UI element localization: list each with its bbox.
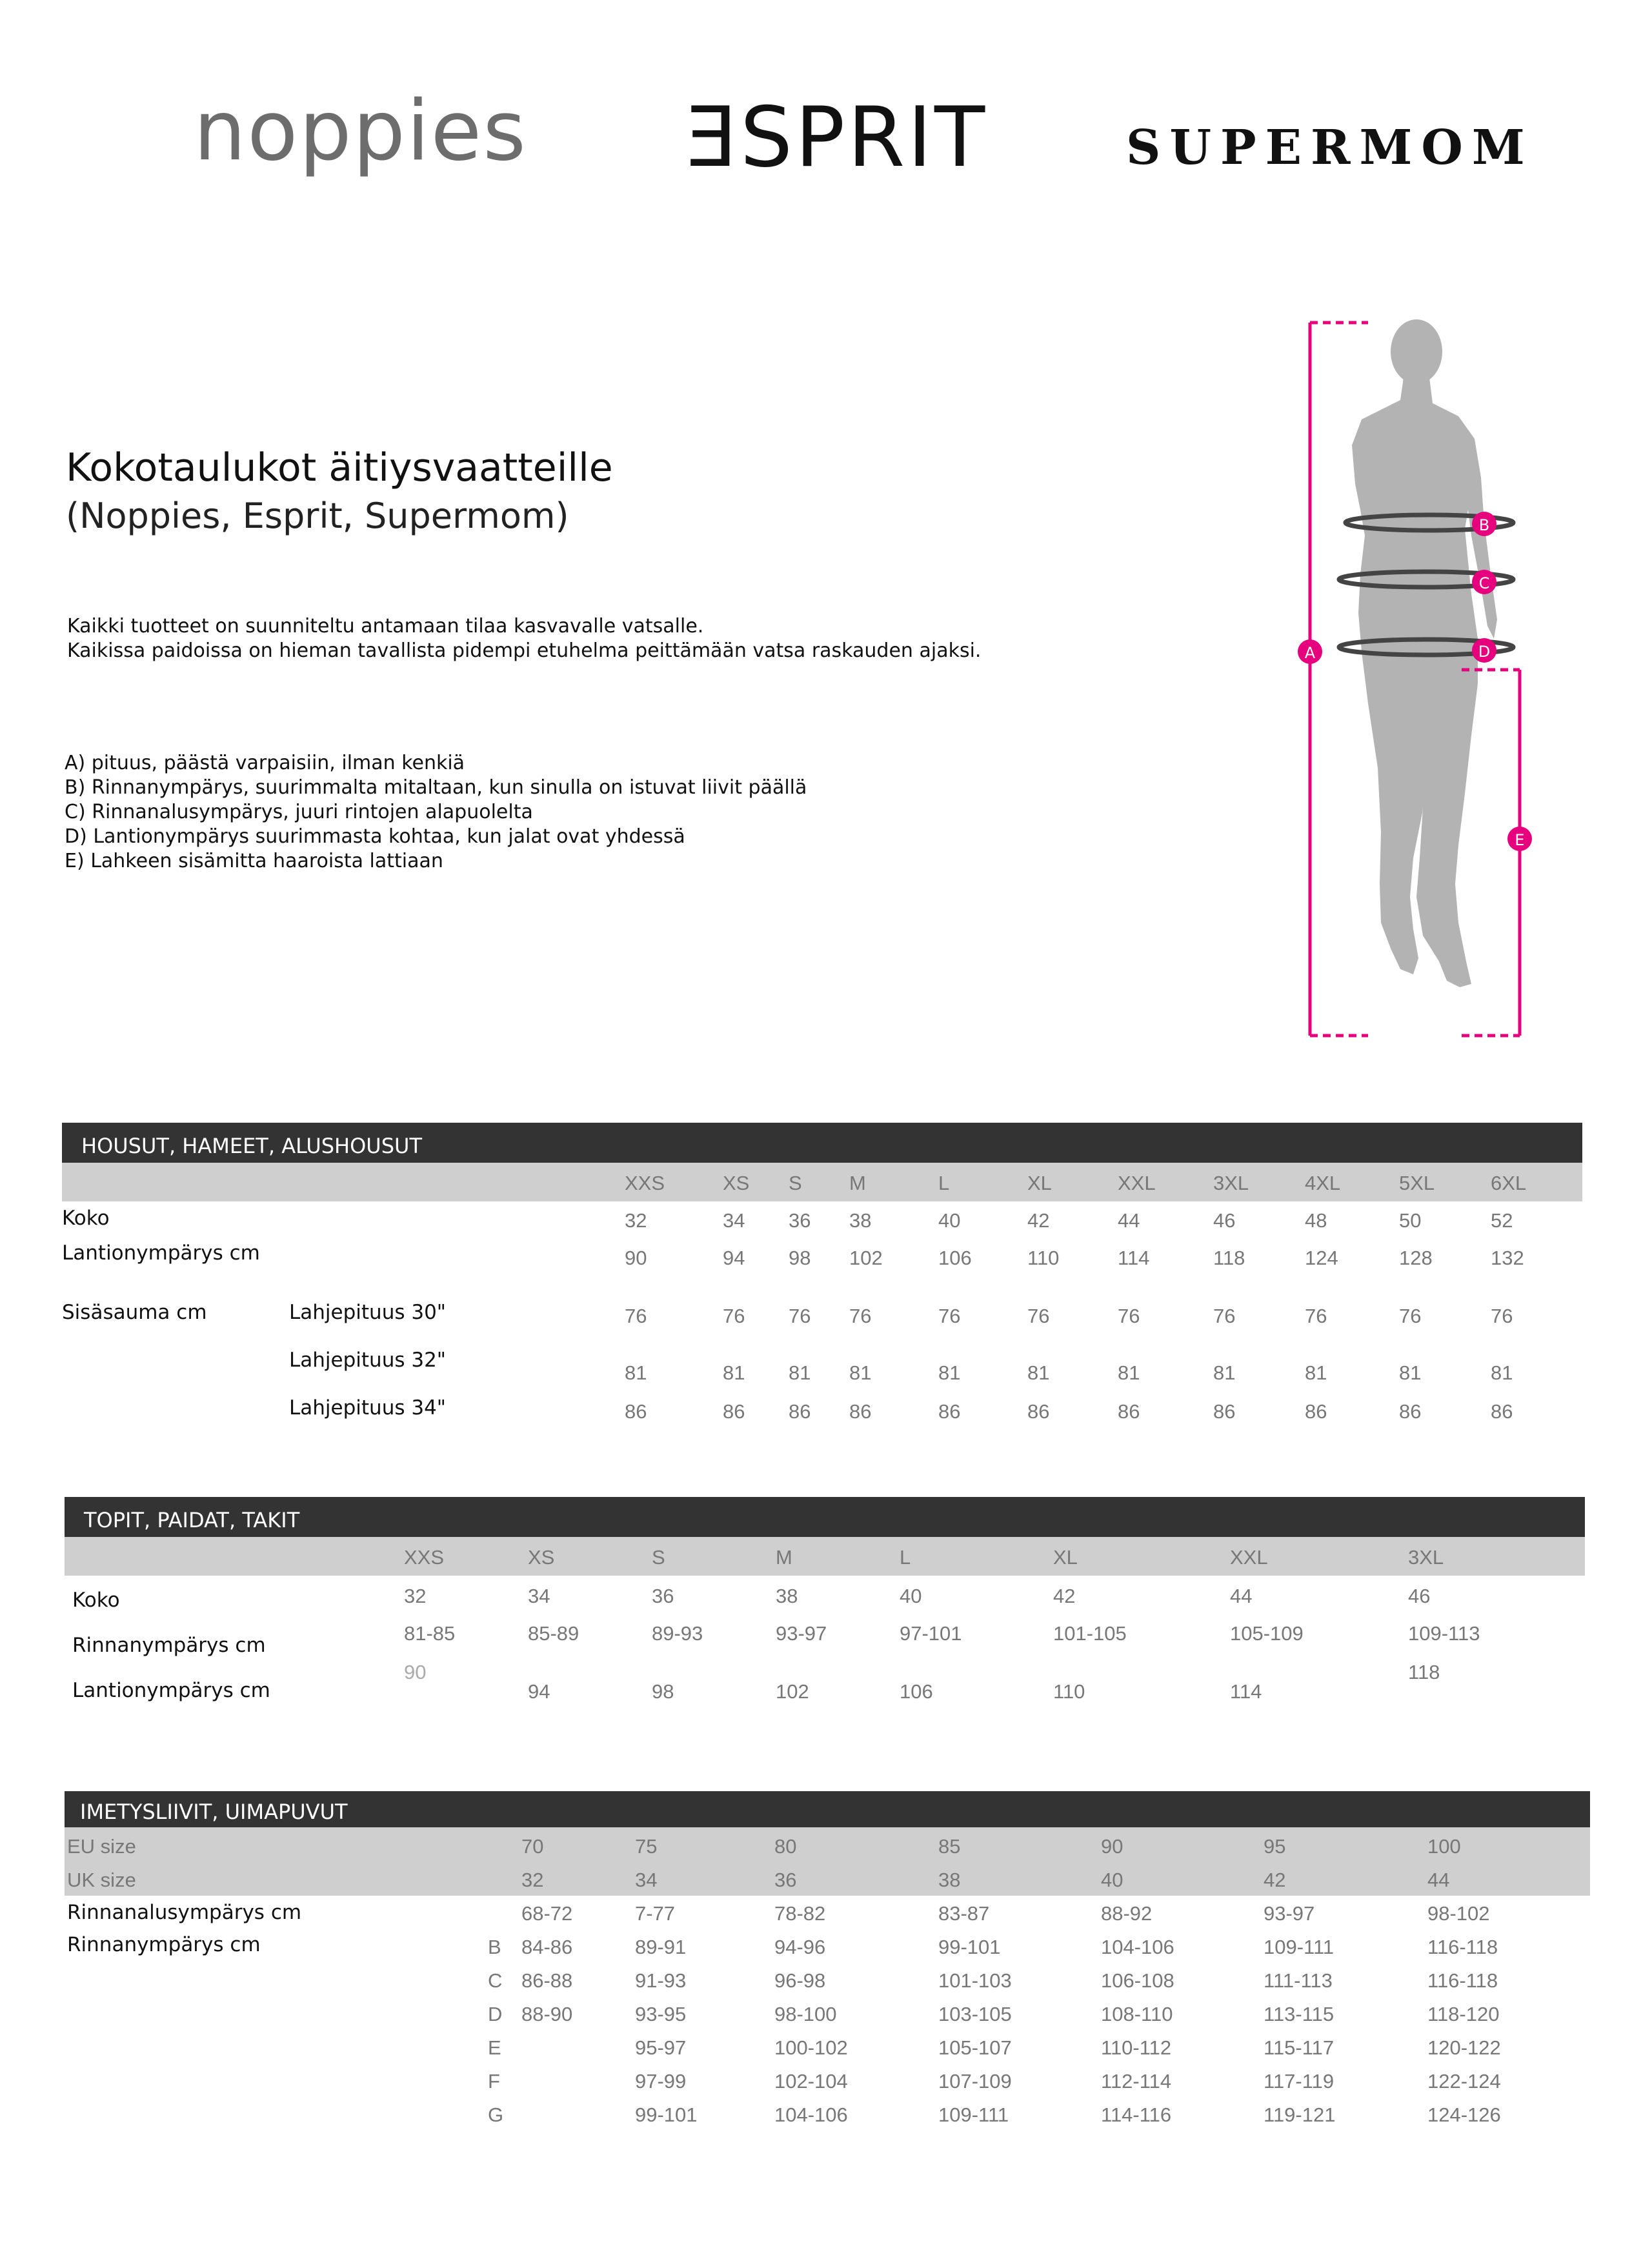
hip-value: 124 bbox=[1305, 1247, 1338, 1269]
cup-bust-value: 109-111 bbox=[1264, 1936, 1335, 1958]
intro-line: Kaikissa paidoissa on hieman tavallista pidempi etuhelma peittämään vatsa raskauden ajaksi. bbox=[67, 639, 982, 662]
cup-letter: D bbox=[488, 2003, 503, 2025]
underbust-value: 98-102 bbox=[1427, 1902, 1490, 1925]
koko-value: 40 bbox=[938, 1209, 961, 1232]
inseam-value: 76 bbox=[1213, 1305, 1236, 1327]
table-1-header bbox=[62, 1123, 1582, 1163]
koko-value: 34 bbox=[528, 1585, 550, 1607]
eu-size-value: 95 bbox=[1264, 1835, 1286, 1858]
cup-bust-value: 99-101 bbox=[938, 1936, 1001, 1958]
uk-size-value: 36 bbox=[774, 1869, 797, 1891]
uk-size-value: 44 bbox=[1427, 1869, 1450, 1891]
hip-value: 118 bbox=[1408, 1661, 1440, 1683]
cup-letter: B bbox=[488, 1936, 501, 1958]
bust-value: 85-89 bbox=[528, 1622, 579, 1645]
row-label-koko: Koko bbox=[72, 1589, 120, 1612]
table-2-header bbox=[65, 1497, 1585, 1537]
cup-bust-value: 86-88 bbox=[521, 1969, 573, 1992]
koko-value: 44 bbox=[1230, 1585, 1253, 1607]
definition-a: A) pituus, päästä varpaisiin, ilman kenkiä bbox=[65, 752, 465, 774]
cup-bust-value: 120-122 bbox=[1427, 2036, 1501, 2059]
hip-value: 110 bbox=[1027, 1247, 1060, 1269]
cup-bust-value: 100-102 bbox=[774, 2036, 848, 2059]
cup-bust-value: 108-110 bbox=[1101, 2003, 1173, 2025]
cup-bust-value: 109-111 bbox=[938, 2103, 1009, 2126]
eu-size-value: 100 bbox=[1427, 1835, 1461, 1858]
table-3-header bbox=[65, 1791, 1590, 1827]
inseam-value: 81 bbox=[1305, 1361, 1327, 1384]
bust-value: 93-97 bbox=[776, 1622, 827, 1645]
size-header: 3XL bbox=[1408, 1546, 1444, 1569]
size-header: S bbox=[652, 1546, 665, 1569]
inseam-value: 86 bbox=[1027, 1400, 1050, 1423]
hip-value: 106 bbox=[900, 1680, 933, 1703]
inseam-value: 81 bbox=[723, 1361, 745, 1384]
eu-size-value: 80 bbox=[774, 1835, 797, 1858]
cup-bust-value: 122-124 bbox=[1427, 2070, 1501, 2092]
size-header: 4XL bbox=[1305, 1172, 1341, 1194]
underbust-value: 78-82 bbox=[774, 1902, 826, 1925]
underbust-value: 83-87 bbox=[938, 1902, 990, 1925]
underbust-value: 7-77 bbox=[635, 1902, 676, 1925]
page-title: Kokotaulukot äitiysvaatteille bbox=[66, 445, 613, 490]
inseam-value: 76 bbox=[1491, 1305, 1513, 1327]
cup-bust-value: 118-120 bbox=[1427, 2003, 1500, 2025]
cup-bust-value: 96-98 bbox=[774, 1969, 826, 1992]
inseam-value: 86 bbox=[723, 1400, 745, 1423]
hip-value: 114 bbox=[1230, 1680, 1262, 1703]
inseam-value: 86 bbox=[625, 1400, 647, 1423]
svg-text:D: D bbox=[1478, 643, 1491, 661]
inseam-value: 81 bbox=[625, 1361, 647, 1384]
koko-value: 38 bbox=[776, 1585, 798, 1607]
supermom-logo: SUPERMOM bbox=[1126, 120, 1534, 176]
marker-a-icon bbox=[1298, 639, 1322, 664]
inseam-value: 86 bbox=[1491, 1400, 1513, 1423]
cup-bust-value: 102-104 bbox=[774, 2070, 848, 2092]
cup-bust-value: 111-113 bbox=[1264, 1969, 1333, 1992]
inseam-value: 76 bbox=[625, 1305, 647, 1327]
intro-text bbox=[67, 614, 981, 663]
measurement-definitions bbox=[65, 751, 807, 874]
cup-bust-value: 104-106 bbox=[1101, 1936, 1174, 1958]
row-label-koko: Koko bbox=[62, 1207, 110, 1230]
hip-value: 102 bbox=[849, 1247, 883, 1269]
uk-size-value: 34 bbox=[635, 1869, 658, 1891]
cup-bust-value: 89-91 bbox=[635, 1936, 687, 1958]
hip-value: 114 bbox=[1118, 1247, 1150, 1269]
size-header: M bbox=[849, 1172, 866, 1194]
eu-size-value: 70 bbox=[521, 1835, 544, 1858]
cup-bust-value: 124-126 bbox=[1427, 2103, 1501, 2126]
koko-value: 40 bbox=[900, 1585, 922, 1607]
hip-value: 118 bbox=[1213, 1247, 1245, 1269]
definition-b: B) Rinnanympärys, suurimmalta mitaltaan, kun sinulla on istuvat liivit päällä bbox=[65, 776, 807, 799]
cup-letter: G bbox=[488, 2103, 504, 2126]
table-1-size-band bbox=[62, 1163, 1582, 1201]
inseam-value: 86 bbox=[849, 1400, 872, 1423]
cup-bust-value: 91-93 bbox=[635, 1969, 687, 1992]
table-1-title: HOUSUT, HAMEET, ALUSHOUSUT bbox=[81, 1134, 422, 1158]
cup-bust-value: 94-96 bbox=[774, 1936, 826, 1958]
koko-value: 36 bbox=[789, 1209, 811, 1232]
table-2-size-band bbox=[65, 1537, 1585, 1576]
hip-value: 132 bbox=[1491, 1247, 1524, 1269]
row-label-underbust: Rinnanalusympärys cm bbox=[67, 1901, 302, 1924]
inseam-value: 76 bbox=[1305, 1305, 1327, 1327]
koko-value: 42 bbox=[1027, 1209, 1050, 1232]
svg-text:B: B bbox=[1478, 516, 1490, 534]
table-3-title: IMETYSLIIVIT, UIMAPUVUT bbox=[80, 1800, 348, 1824]
koko-value: 32 bbox=[625, 1209, 647, 1232]
inseam-length-label: Lahjepituus 30" bbox=[289, 1301, 447, 1324]
cup-bust-value: 117-119 bbox=[1264, 2070, 1335, 2092]
marker-d-icon bbox=[1472, 638, 1496, 663]
size-header: 3XL bbox=[1213, 1172, 1249, 1194]
row-label-hip: Lantionympärys cm bbox=[72, 1679, 270, 1702]
hip-value: 90 bbox=[625, 1247, 647, 1269]
page-subtitle: (Noppies, Esprit, Supermom) bbox=[66, 496, 569, 536]
svg-text:C: C bbox=[1478, 574, 1490, 592]
marker-e-icon bbox=[1507, 827, 1532, 851]
row-label-eu-size: EU size bbox=[67, 1835, 136, 1858]
size-header: XXS bbox=[625, 1172, 665, 1194]
koko-value: 52 bbox=[1491, 1209, 1513, 1232]
inseam-value: 86 bbox=[1213, 1400, 1236, 1423]
cup-bust-value: 107-109 bbox=[938, 2070, 1012, 2092]
row-label-uk-size: UK size bbox=[67, 1869, 136, 1891]
esprit-logo: ƎSPRIT bbox=[685, 90, 988, 186]
size-header: 6XL bbox=[1491, 1172, 1527, 1194]
bust-value: 109-113 bbox=[1408, 1622, 1480, 1645]
size-header: XS bbox=[723, 1172, 750, 1194]
inseam-value: 81 bbox=[1118, 1361, 1140, 1384]
cup-letter: E bbox=[488, 2036, 501, 2059]
table-2-title: TOPIT, PAIDAT, TAKIT bbox=[84, 1508, 300, 1532]
underbust-value: 68-72 bbox=[521, 1902, 573, 1925]
cup-letter: F bbox=[488, 2070, 500, 2092]
koko-value: 42 bbox=[1053, 1585, 1076, 1607]
koko-value: 34 bbox=[723, 1209, 745, 1232]
intro-line: Kaikki tuotteet on suunniteltu antamaan tilaa kasvavalle vatsalle. bbox=[67, 615, 704, 637]
cup-bust-value: 99-101 bbox=[635, 2103, 698, 2126]
inseam-value: 86 bbox=[1305, 1400, 1327, 1423]
hip-value: 98 bbox=[652, 1680, 674, 1703]
uk-size-value: 42 bbox=[1264, 1869, 1286, 1891]
eu-size-value: 90 bbox=[1101, 1835, 1123, 1858]
size-header: S bbox=[789, 1172, 802, 1194]
size-header: L bbox=[900, 1546, 911, 1569]
cup-bust-value: 97-99 bbox=[635, 2070, 687, 2092]
inseam-value: 81 bbox=[1491, 1361, 1513, 1384]
cup-bust-value: 119-121 bbox=[1264, 2103, 1336, 2126]
cup-bust-value: 103-105 bbox=[938, 2003, 1012, 2025]
koko-value: 38 bbox=[849, 1209, 872, 1232]
inseam-value: 76 bbox=[849, 1305, 872, 1327]
marker-b-icon bbox=[1472, 512, 1496, 536]
cup-bust-value: 95-97 bbox=[635, 2036, 687, 2059]
cup-bust-value: 114-116 bbox=[1101, 2103, 1172, 2126]
hip-value: 128 bbox=[1399, 1247, 1433, 1269]
koko-value: 44 bbox=[1118, 1209, 1140, 1232]
inseam-value: 76 bbox=[789, 1305, 811, 1327]
size-header: XXL bbox=[1230, 1546, 1268, 1569]
size-header: XL bbox=[1053, 1546, 1078, 1569]
cup-bust-value: 106-108 bbox=[1101, 1969, 1174, 1992]
inseam-value: 86 bbox=[1399, 1400, 1422, 1423]
cup-bust-value: 116-118 bbox=[1427, 1936, 1498, 1958]
cup-bust-value: 93-95 bbox=[635, 2003, 687, 2025]
cup-bust-value: 88-90 bbox=[521, 2003, 573, 2025]
size-header: XL bbox=[1027, 1172, 1052, 1194]
koko-value: 46 bbox=[1408, 1585, 1431, 1607]
inseam-value: 81 bbox=[938, 1361, 961, 1384]
cup-bust-value: 110-112 bbox=[1101, 2036, 1172, 2059]
table-3-size-band bbox=[65, 1827, 1590, 1896]
koko-value: 48 bbox=[1305, 1209, 1327, 1232]
hip-value: 110 bbox=[1053, 1680, 1085, 1703]
inseam-value: 86 bbox=[938, 1400, 961, 1423]
cup-bust-value: 101-103 bbox=[938, 1969, 1012, 1992]
svg-text:A: A bbox=[1304, 644, 1316, 662]
hip-value: 106 bbox=[938, 1247, 972, 1269]
inseam-value: 86 bbox=[1118, 1400, 1140, 1423]
cup-bust-value: 98-100 bbox=[774, 2003, 837, 2025]
hip-value: 102 bbox=[776, 1680, 809, 1703]
inseam-length-label: Lahjepituus 32" bbox=[289, 1349, 447, 1372]
inseam-length-label: Lahjepituus 34" bbox=[289, 1396, 447, 1420]
inseam-value: 76 bbox=[938, 1305, 961, 1327]
row-label-inseam: Sisäsauma cm bbox=[62, 1301, 207, 1324]
bust-value: 81-85 bbox=[404, 1622, 456, 1645]
inseam-value: 81 bbox=[1399, 1361, 1422, 1384]
koko-value: 46 bbox=[1213, 1209, 1236, 1232]
cup-bust-value: 104-106 bbox=[774, 2103, 848, 2126]
inseam-value: 86 bbox=[789, 1400, 811, 1423]
inseam-value: 81 bbox=[849, 1361, 872, 1384]
inseam-value: 76 bbox=[1027, 1305, 1050, 1327]
row-label-bust: Rinnanympärys cm bbox=[67, 1933, 261, 1956]
underbust-value: 93-97 bbox=[1264, 1902, 1315, 1925]
eu-size-value: 75 bbox=[635, 1835, 658, 1858]
size-header: 5XL bbox=[1399, 1172, 1435, 1194]
inseam-value: 76 bbox=[1118, 1305, 1140, 1327]
koko-value: 36 bbox=[652, 1585, 674, 1607]
cup-bust-value: 112-114 bbox=[1101, 2070, 1172, 2092]
definition-c: C) Rinnanalusympärys, juuri rintojen alapuolelta bbox=[65, 801, 533, 823]
noppies-logo: noppies bbox=[194, 83, 527, 179]
underbust-value: 88-92 bbox=[1101, 1902, 1153, 1925]
koko-value: 50 bbox=[1399, 1209, 1422, 1232]
eu-size-value: 85 bbox=[938, 1835, 961, 1858]
cup-bust-value: 116-118 bbox=[1427, 1969, 1498, 1992]
inseam-value: 81 bbox=[789, 1361, 811, 1384]
hip-value: 94 bbox=[723, 1247, 745, 1269]
hip-value: 90 bbox=[404, 1661, 427, 1683]
row-label-bust: Rinnanympärys cm bbox=[72, 1634, 266, 1657]
inseam-value: 76 bbox=[1399, 1305, 1422, 1327]
cup-bust-value: 113-115 bbox=[1264, 2003, 1335, 2025]
body-measurement-figure bbox=[1284, 316, 1542, 1045]
size-header: XXL bbox=[1118, 1172, 1156, 1194]
bust-value: 89-93 bbox=[652, 1622, 703, 1645]
inseam-value: 81 bbox=[1027, 1361, 1050, 1384]
cup-bust-value: 115-117 bbox=[1264, 2036, 1335, 2059]
row-label-hip: Lantionympärys cm bbox=[62, 1241, 260, 1265]
size-header: XS bbox=[528, 1546, 555, 1569]
uk-size-value: 40 bbox=[1101, 1869, 1123, 1891]
koko-value: 32 bbox=[404, 1585, 427, 1607]
cup-bust-value: 105-107 bbox=[938, 2036, 1012, 2059]
size-header: M bbox=[776, 1546, 792, 1569]
hip-value: 98 bbox=[789, 1247, 811, 1269]
uk-size-value: 38 bbox=[938, 1869, 961, 1891]
bust-value: 101-105 bbox=[1053, 1622, 1127, 1645]
cup-bust-value: 84-86 bbox=[521, 1936, 573, 1958]
size-header: XXS bbox=[404, 1546, 445, 1569]
inseam-value: 81 bbox=[1213, 1361, 1236, 1384]
size-header: L bbox=[938, 1172, 950, 1194]
uk-size-value: 32 bbox=[521, 1869, 544, 1891]
marker-c-icon bbox=[1472, 570, 1496, 594]
hip-value: 94 bbox=[528, 1680, 550, 1703]
bust-value: 97-101 bbox=[900, 1622, 962, 1645]
bust-value: 105-109 bbox=[1230, 1622, 1304, 1645]
definition-d: D) Lantionympärys suurimmasta kohtaa, kun jalat ovat yhdessä bbox=[65, 825, 685, 848]
definition-e: E) Lahkeen sisämitta haaroista lattiaan bbox=[65, 850, 443, 872]
cup-letter: C bbox=[488, 1969, 503, 1992]
svg-text:E: E bbox=[1515, 831, 1525, 849]
inseam-value: 76 bbox=[723, 1305, 745, 1327]
